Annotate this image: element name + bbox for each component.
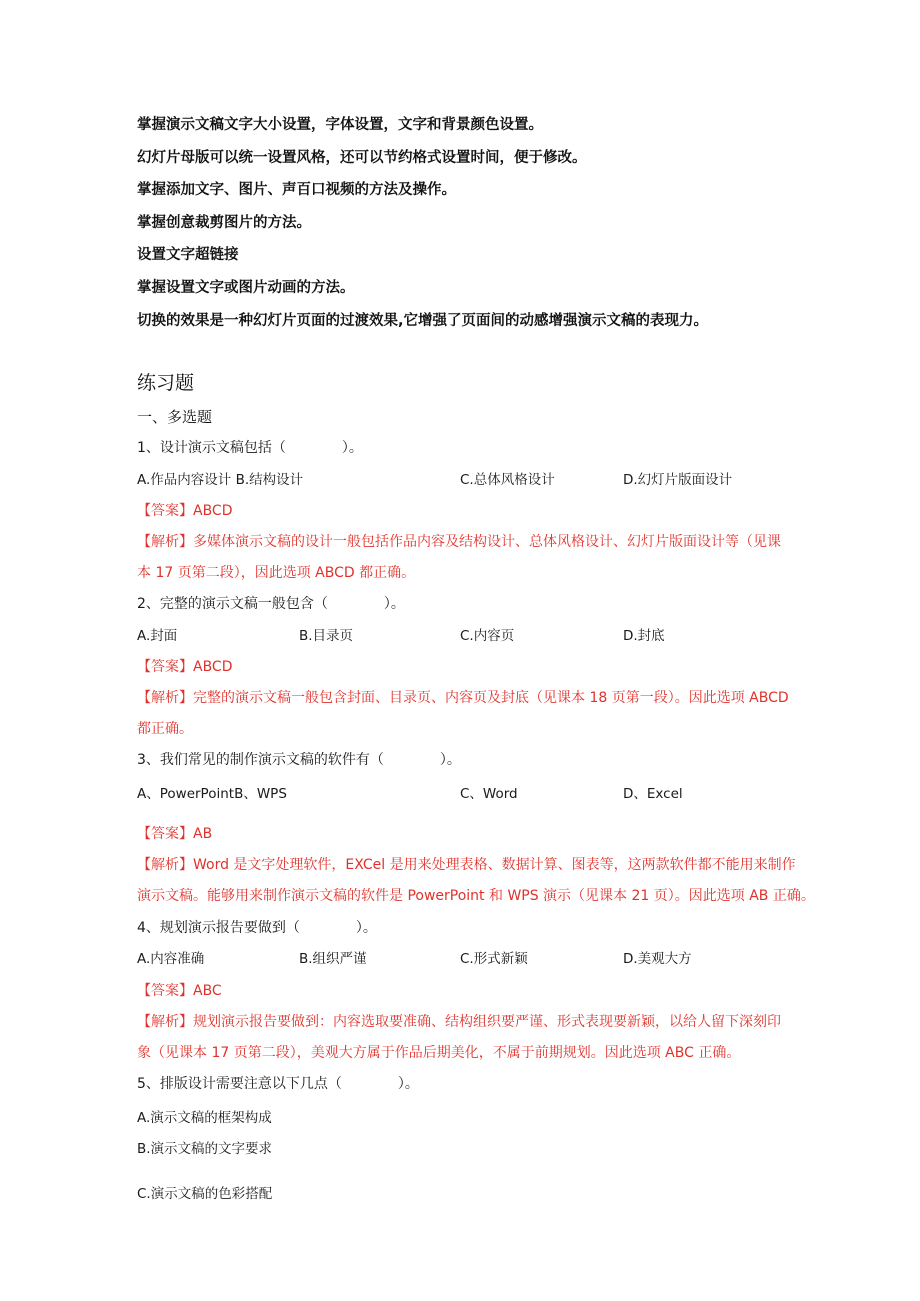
question-3-analysis-line-2: 演示文稿。能够用来制作演示文稿的软件是 PowerPoint 和 WPS 演示（见课本 21 页）。因此选项 AB 正确。	[137, 888, 815, 904]
question-1-analysis-line-1: 【解析】多媒体演示文稿的设计一般包括作品内容及结构设计、总体风格设计、幻灯片版面设计等（见课	[137, 534, 781, 550]
summary-line-3: 掌握添加文字、图片、声百口视频的方法及操作。	[137, 182, 456, 198]
summary-line-7: 切换的效果是一种幻灯片页面的过渡效果,它增强了页面间的动感增强演示文稿的表现力。	[137, 313, 709, 329]
question-5-stem: 5、排版设计需要注意以下几点（ ）。	[137, 1076, 419, 1092]
question-2-analysis-line-2: 都正确。	[137, 721, 193, 737]
question-1-answer: 【答案】ABCD	[137, 503, 233, 519]
question-4-analysis-line-2: 象（见课本 17 页第二段），美观大方属于作品后期美化，不属于前期规划。因此选项 ABC 正确。	[137, 1045, 741, 1061]
question-3-option-c: C、Word	[460, 786, 518, 802]
question-3-stem: 3、我们常见的制作演示文稿的软件有（ ）。	[137, 752, 461, 768]
summary-line-5: 设置文字超链接	[137, 247, 239, 263]
question-2-option-c: C.内容页	[460, 628, 515, 644]
question-4-option-c: C.形式新颖	[460, 951, 528, 967]
question-3-answer: 【答案】AB	[137, 826, 213, 842]
question-2-option-d: D.封底	[623, 628, 665, 644]
question-5-option-c: C.演示文稿的色彩搭配	[137, 1186, 273, 1202]
question-2-option-a: A.封面	[137, 628, 178, 644]
summary-line-2: 幻灯片母版可以统一设置风格，还可以节约格式设置时间，便于修改。	[137, 150, 587, 166]
question-2-analysis-line-1: 【解析】完整的演示文稿一般包含封面、目录页、内容页及封底（见课本 18 页第一段）。因此选项 ABCD	[137, 690, 789, 706]
question-4-option-b: B.组织严谨	[299, 951, 367, 967]
question-4-option-a: A.内容准确	[137, 951, 205, 967]
question-4-option-d: D.美观大方	[623, 951, 692, 967]
question-3-option-ab: A、PowerPointB、WPS	[137, 786, 287, 802]
question-4-answer: 【答案】ABC	[137, 983, 222, 999]
question-3-option-d: D、Excel	[623, 786, 683, 802]
summary-line-6: 掌握设置文字或图片动画的方法。	[137, 280, 355, 296]
question-4-analysis-line-1: 【解析】规划演示报告要做到：内容选取要准确、结构组织要严谨、形式表现要新颖，以给人留下深刻印	[137, 1014, 781, 1030]
section-title: 练习题	[137, 372, 195, 394]
question-2-stem: 2、完整的演示文稿一般包含（ ）。	[137, 596, 405, 612]
question-1-option-c: C.总体风格设计	[460, 472, 555, 488]
question-4-stem: 4、规划演示报告要做到（ ）。	[137, 920, 377, 936]
question-5-option-b: B.演示文稿的文字要求	[137, 1141, 273, 1157]
question-5-option-a: A.演示文稿的框架构成	[137, 1110, 272, 1126]
question-1-stem: 1、设计演示文稿包括（ ）。	[137, 440, 363, 456]
subsection-title: 一、多选题	[137, 408, 213, 426]
question-1-analysis-line-2: 本 17 页第二段），因此选项 ABCD 都正确。	[137, 565, 416, 581]
question-2-answer: 【答案】ABCD	[137, 659, 233, 675]
question-3-analysis-line-1: 【解析】Word 是文字处理软件，EXCel 是用来处理表格、数据计算、图表等，这两款软件都不能用来制作	[137, 857, 796, 873]
question-1-option-ab: A.作品内容设计 B.结构设计	[137, 472, 304, 488]
question-1-option-d: D.幻灯片版面设计	[623, 472, 733, 488]
question-2-option-b: B.目录页	[299, 628, 354, 644]
summary-line-4: 掌握创意裁剪图片的方法。	[137, 215, 311, 231]
summary-line-1: 掌握演示文稿文字大小设置，字体设置，文字和背景颜色设置。	[137, 117, 543, 133]
